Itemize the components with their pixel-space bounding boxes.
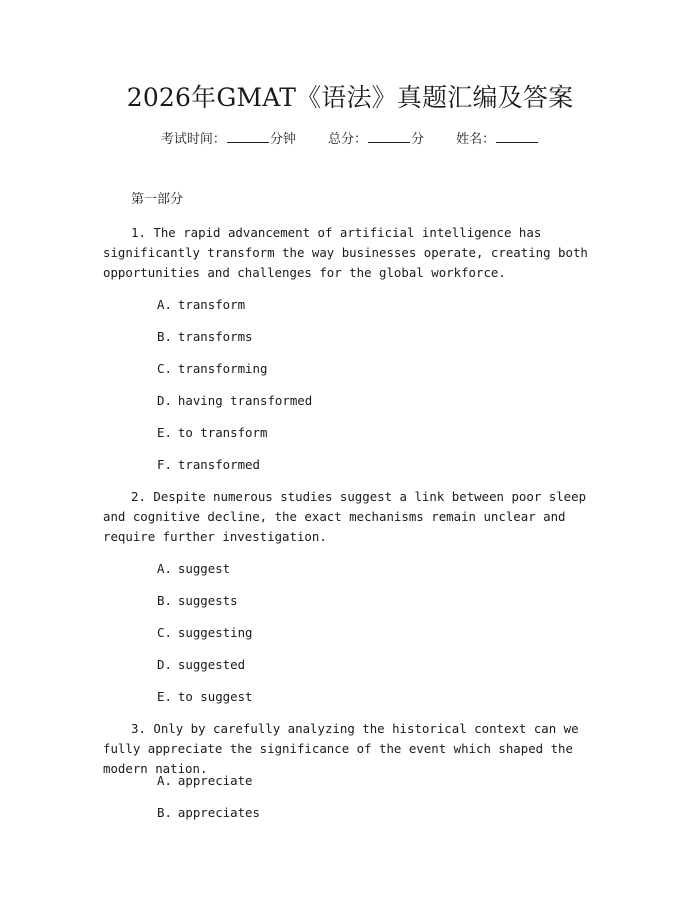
- option-letter: A.: [157, 561, 172, 576]
- exam-time-unit: 分钟: [269, 132, 296, 147]
- question-3-text: 3. Only by carefully analyzing the historical context can we fully appreciate the significance of the event which shaped the modern nation.: [103, 721, 579, 776]
- option-letter: E.: [157, 425, 172, 440]
- question-1-option-e: [157, 423, 267, 443]
- option-text: appreciates: [177, 805, 260, 820]
- option-text: suggests: [177, 593, 238, 608]
- option-text: suggested: [177, 657, 246, 672]
- total-score-label: 总分：: [327, 132, 367, 147]
- exam-time-label: 考试时间：: [160, 132, 226, 147]
- option-text: to transform: [177, 425, 268, 440]
- question-1-option-c: [157, 359, 267, 379]
- question-1-option-a: [157, 295, 245, 315]
- section-title: 第一部分: [131, 192, 184, 207]
- total-score-unit: 分: [411, 132, 425, 147]
- question-3-option-a: [157, 771, 253, 791]
- document-title: 2026年GMAT《语法》真题汇编及答案: [126, 83, 574, 112]
- question-2-text: 2. Despite numerous studies suggest a link between poor sleep and cognitive decline, the exact mechanisms remain unclear and require further investigation.: [103, 489, 587, 544]
- total-score-field: [328, 130, 424, 150]
- name-blank: [496, 130, 538, 143]
- exam-time-blank: [227, 130, 269, 143]
- name-field: [456, 130, 539, 150]
- question-2-option-c: [157, 623, 253, 643]
- option-letter: B.: [157, 329, 172, 344]
- option-letter: E.: [157, 689, 172, 704]
- name-label: 姓名：: [456, 132, 496, 147]
- question-1-option-f: [157, 455, 260, 475]
- option-letter: A.: [157, 297, 172, 312]
- option-letter: F.: [157, 457, 172, 472]
- option-text: transforms: [177, 329, 253, 344]
- option-text: to suggest: [177, 689, 253, 704]
- question-3-option-b: [157, 803, 260, 823]
- option-letter: D.: [157, 393, 172, 408]
- option-letter: C.: [157, 625, 172, 640]
- option-text: suggesting: [177, 625, 253, 640]
- exam-info-line: [0, 130, 700, 150]
- option-text: having transformed: [177, 393, 313, 408]
- option-text: transforming: [177, 361, 268, 376]
- question-2-option-a: [157, 559, 230, 579]
- question-1-option-d: [157, 391, 312, 411]
- option-letter: D.: [157, 657, 172, 672]
- option-letter: C.: [157, 361, 172, 376]
- total-score-blank: [368, 130, 410, 143]
- option-text: transformed: [177, 457, 260, 472]
- option-text: transform: [177, 297, 246, 312]
- option-text: suggest: [177, 561, 231, 576]
- question-2-option-d: [157, 655, 245, 675]
- option-letter: A.: [157, 773, 172, 788]
- option-letter: B.: [157, 805, 172, 820]
- option-letter: B.: [157, 593, 172, 608]
- question-1-option-b: [157, 327, 253, 347]
- question-2-option-e: [157, 687, 253, 707]
- exam-time-field: [161, 130, 296, 150]
- option-text: appreciate: [177, 773, 253, 788]
- question-1-text: 1. The rapid advancement of artificial intelligence has significantly transform the way businesses operate, creating both opportunities and challenges for the global workforce.: [103, 225, 588, 280]
- question-2-option-b: [157, 591, 238, 611]
